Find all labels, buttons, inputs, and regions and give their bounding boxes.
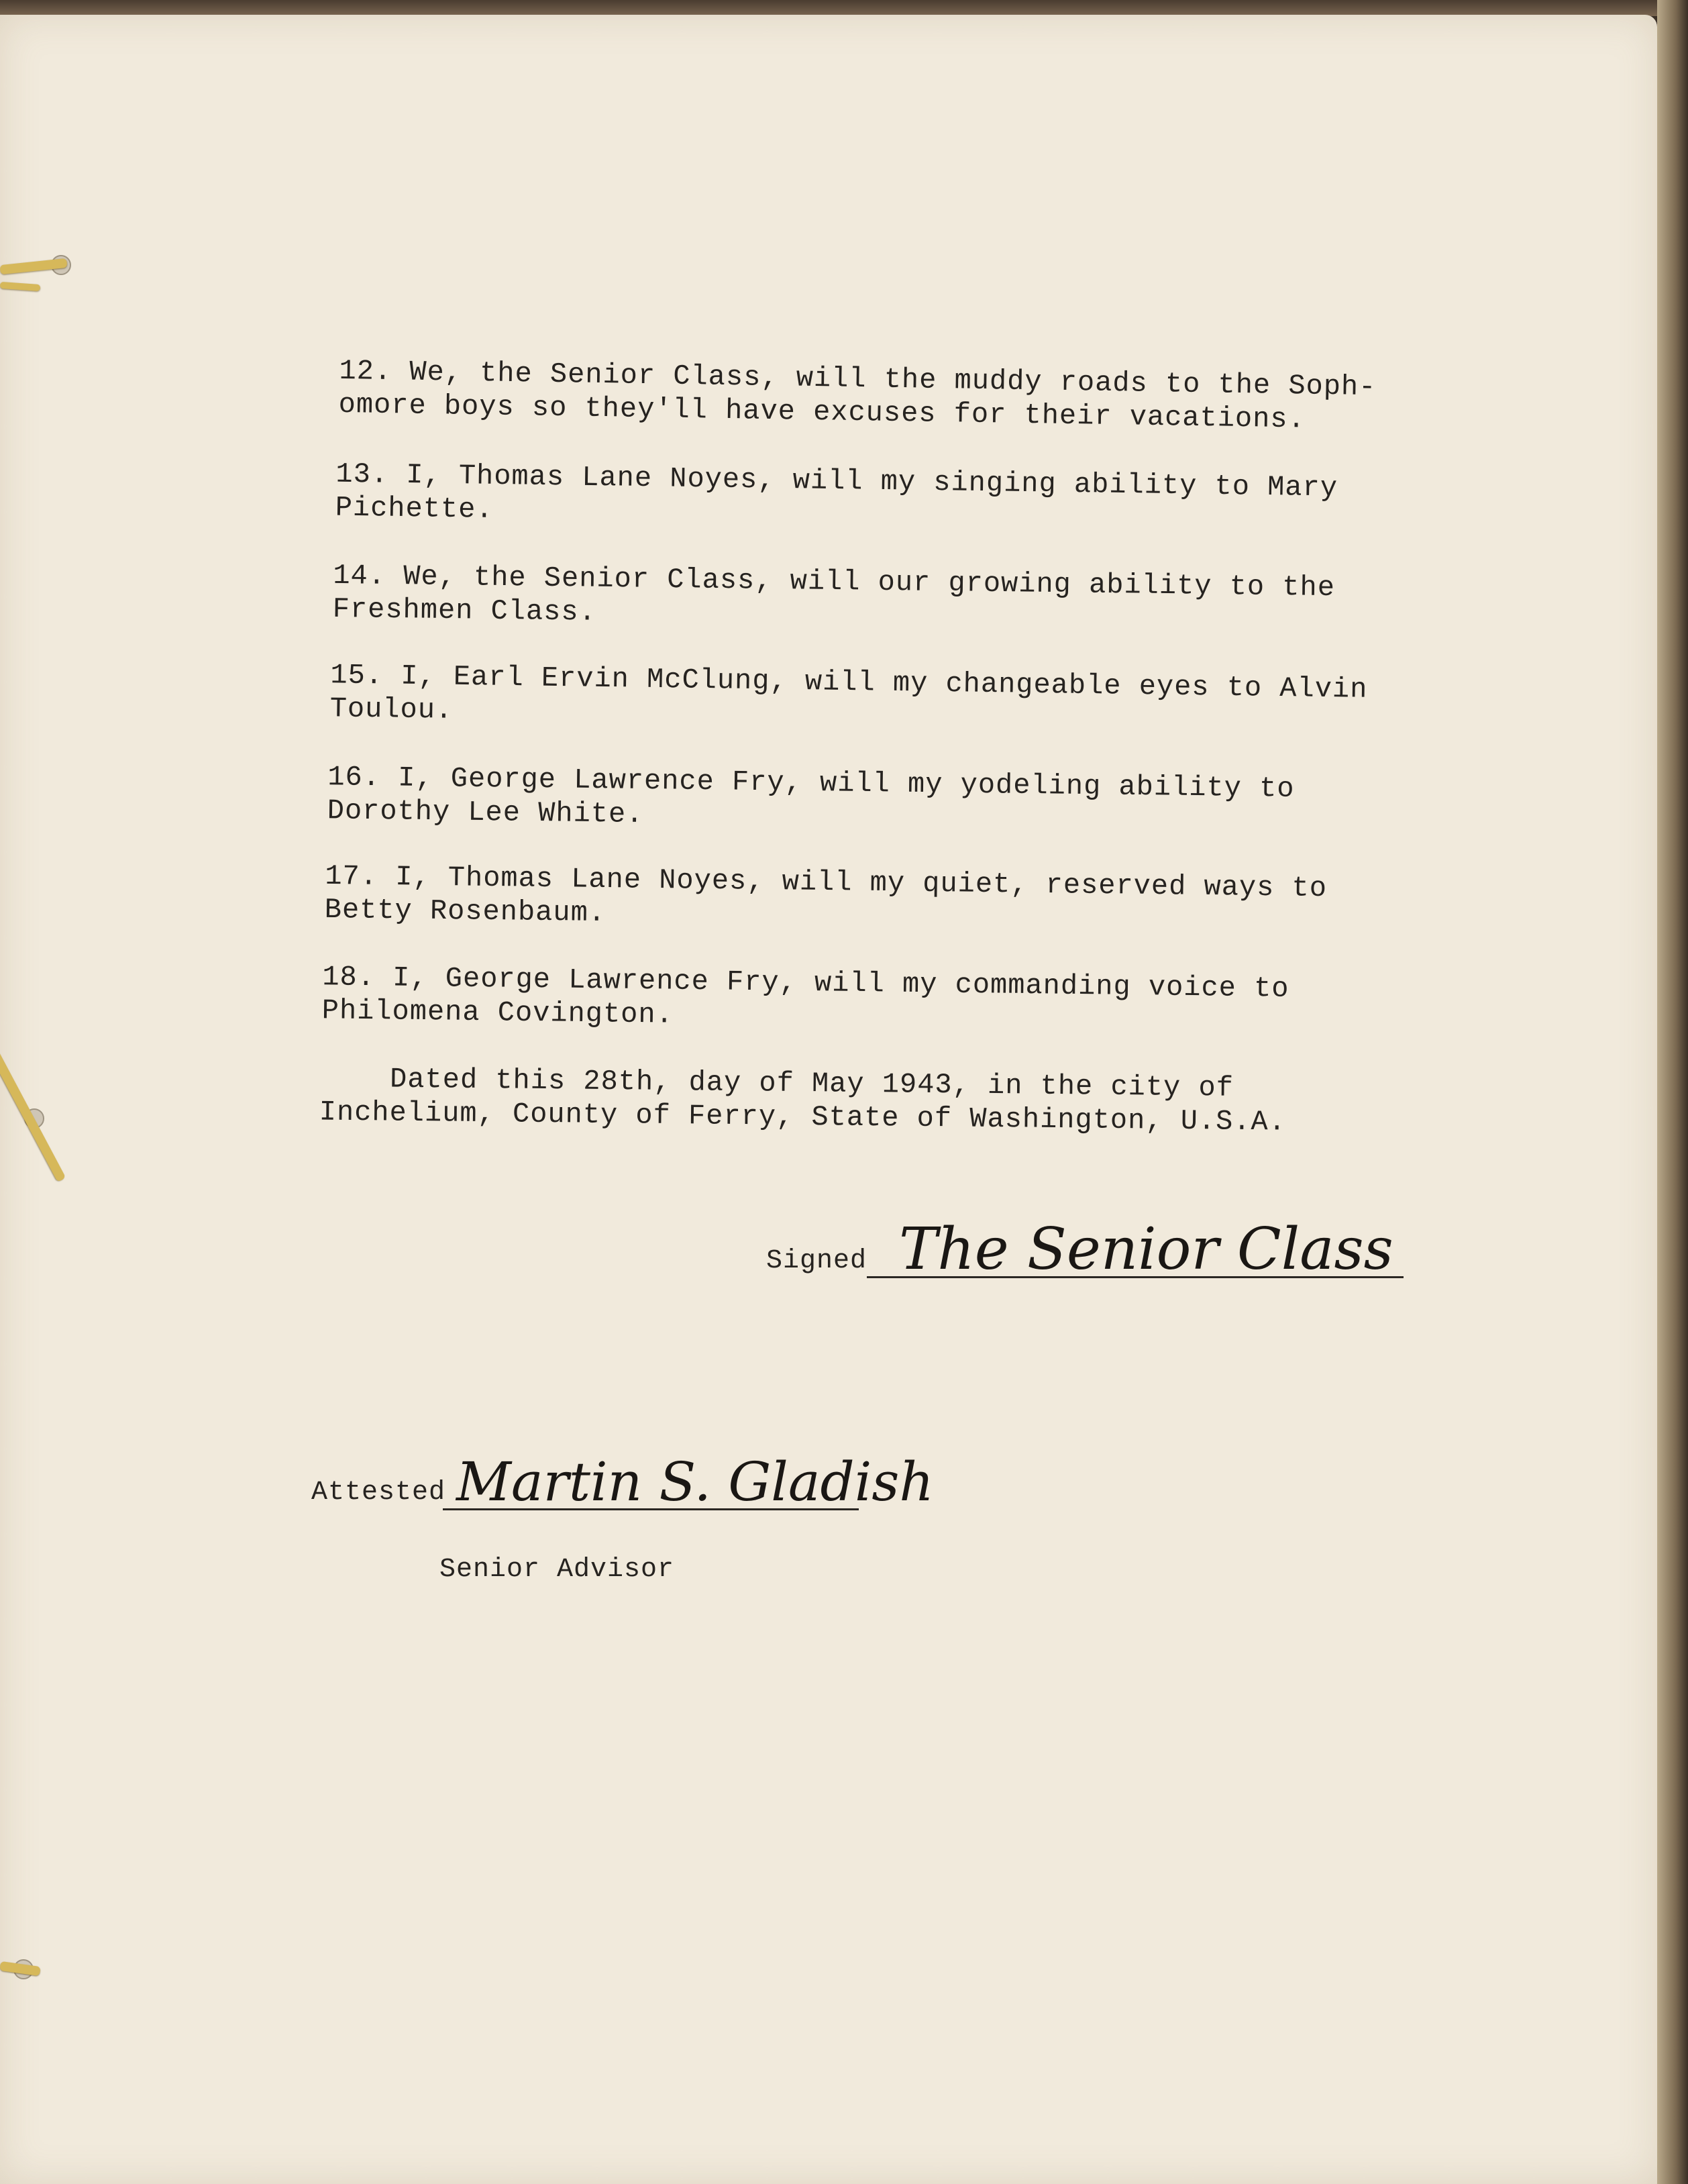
item-line-1: I, Thomas Lane Noyes, will my singing ability to Mary [405, 459, 1338, 505]
item-line-2: Toulou. [329, 692, 454, 727]
item-number: 14. [333, 559, 386, 592]
dated-paragraph [319, 1061, 1287, 1139]
will-item-14 [332, 559, 1335, 638]
binding-string-middle [0, 1024, 66, 1182]
item-line-2: omore boys so they'll have excuses for their vacations. [338, 388, 1306, 436]
dated-line-2: Inchelium, County of Ferry, State of Washington, U.S.A. [319, 1096, 1287, 1139]
senior-class-signature: The Senior Class [899, 1216, 1393, 1283]
item-line-1: I, George Lawrence Fry, will my commanding voice to [392, 961, 1289, 1005]
item-line-2: Betty Rosenbaum. [324, 893, 606, 929]
will-item-12 [338, 354, 1376, 437]
signed-label: Signed [766, 1246, 867, 1276]
item-number: 13. [335, 458, 389, 491]
item-line-1: I, George Lawrence Fry, will my yodeling ability to [397, 762, 1295, 805]
item-number: 12. [339, 354, 392, 388]
attested-label: Attested [311, 1477, 446, 1508]
item-number: 18. [322, 961, 376, 994]
binding-string-top-tail [0, 282, 40, 291]
item-line-2: Pichette. [335, 491, 494, 526]
item-line-1: I, Earl Ervin McClung, will my changeable eyes to Alvin [400, 660, 1368, 706]
page-stack-edge [1657, 0, 1688, 2184]
item-number: 15. [330, 659, 384, 692]
page-top-shadow [0, 0, 1688, 16]
item-line-1: I, Thomas Lane Noyes, will my quiet, reserved ways to [394, 861, 1328, 905]
will-item-16 [327, 760, 1294, 839]
advisor-title: Senior Advisor [439, 1555, 675, 1585]
will-item-17 [324, 860, 1327, 939]
item-line-1: We, the Senior Class, will our growing ability to the [403, 560, 1336, 605]
item-line-2: Philomena Covington. [321, 994, 674, 1031]
will-item-13 [335, 458, 1338, 539]
item-line-1: We, the Senior Class, will the muddy roads to the Soph- [409, 356, 1377, 404]
item-number: 17. [325, 860, 378, 893]
item-line-2: Freshmen Class. [332, 592, 597, 629]
document-page [0, 15, 1657, 2184]
will-item-18 [321, 960, 1289, 1039]
will-item-15 [329, 658, 1367, 740]
advisor-signature: Martin S. Gladish [456, 1451, 934, 1513]
item-number: 16. [327, 761, 381, 794]
dated-line-1: Dated this 28th, day of May 1943, in the city of [389, 1063, 1234, 1104]
item-line-2: Dorothy Lee White. [327, 794, 644, 831]
